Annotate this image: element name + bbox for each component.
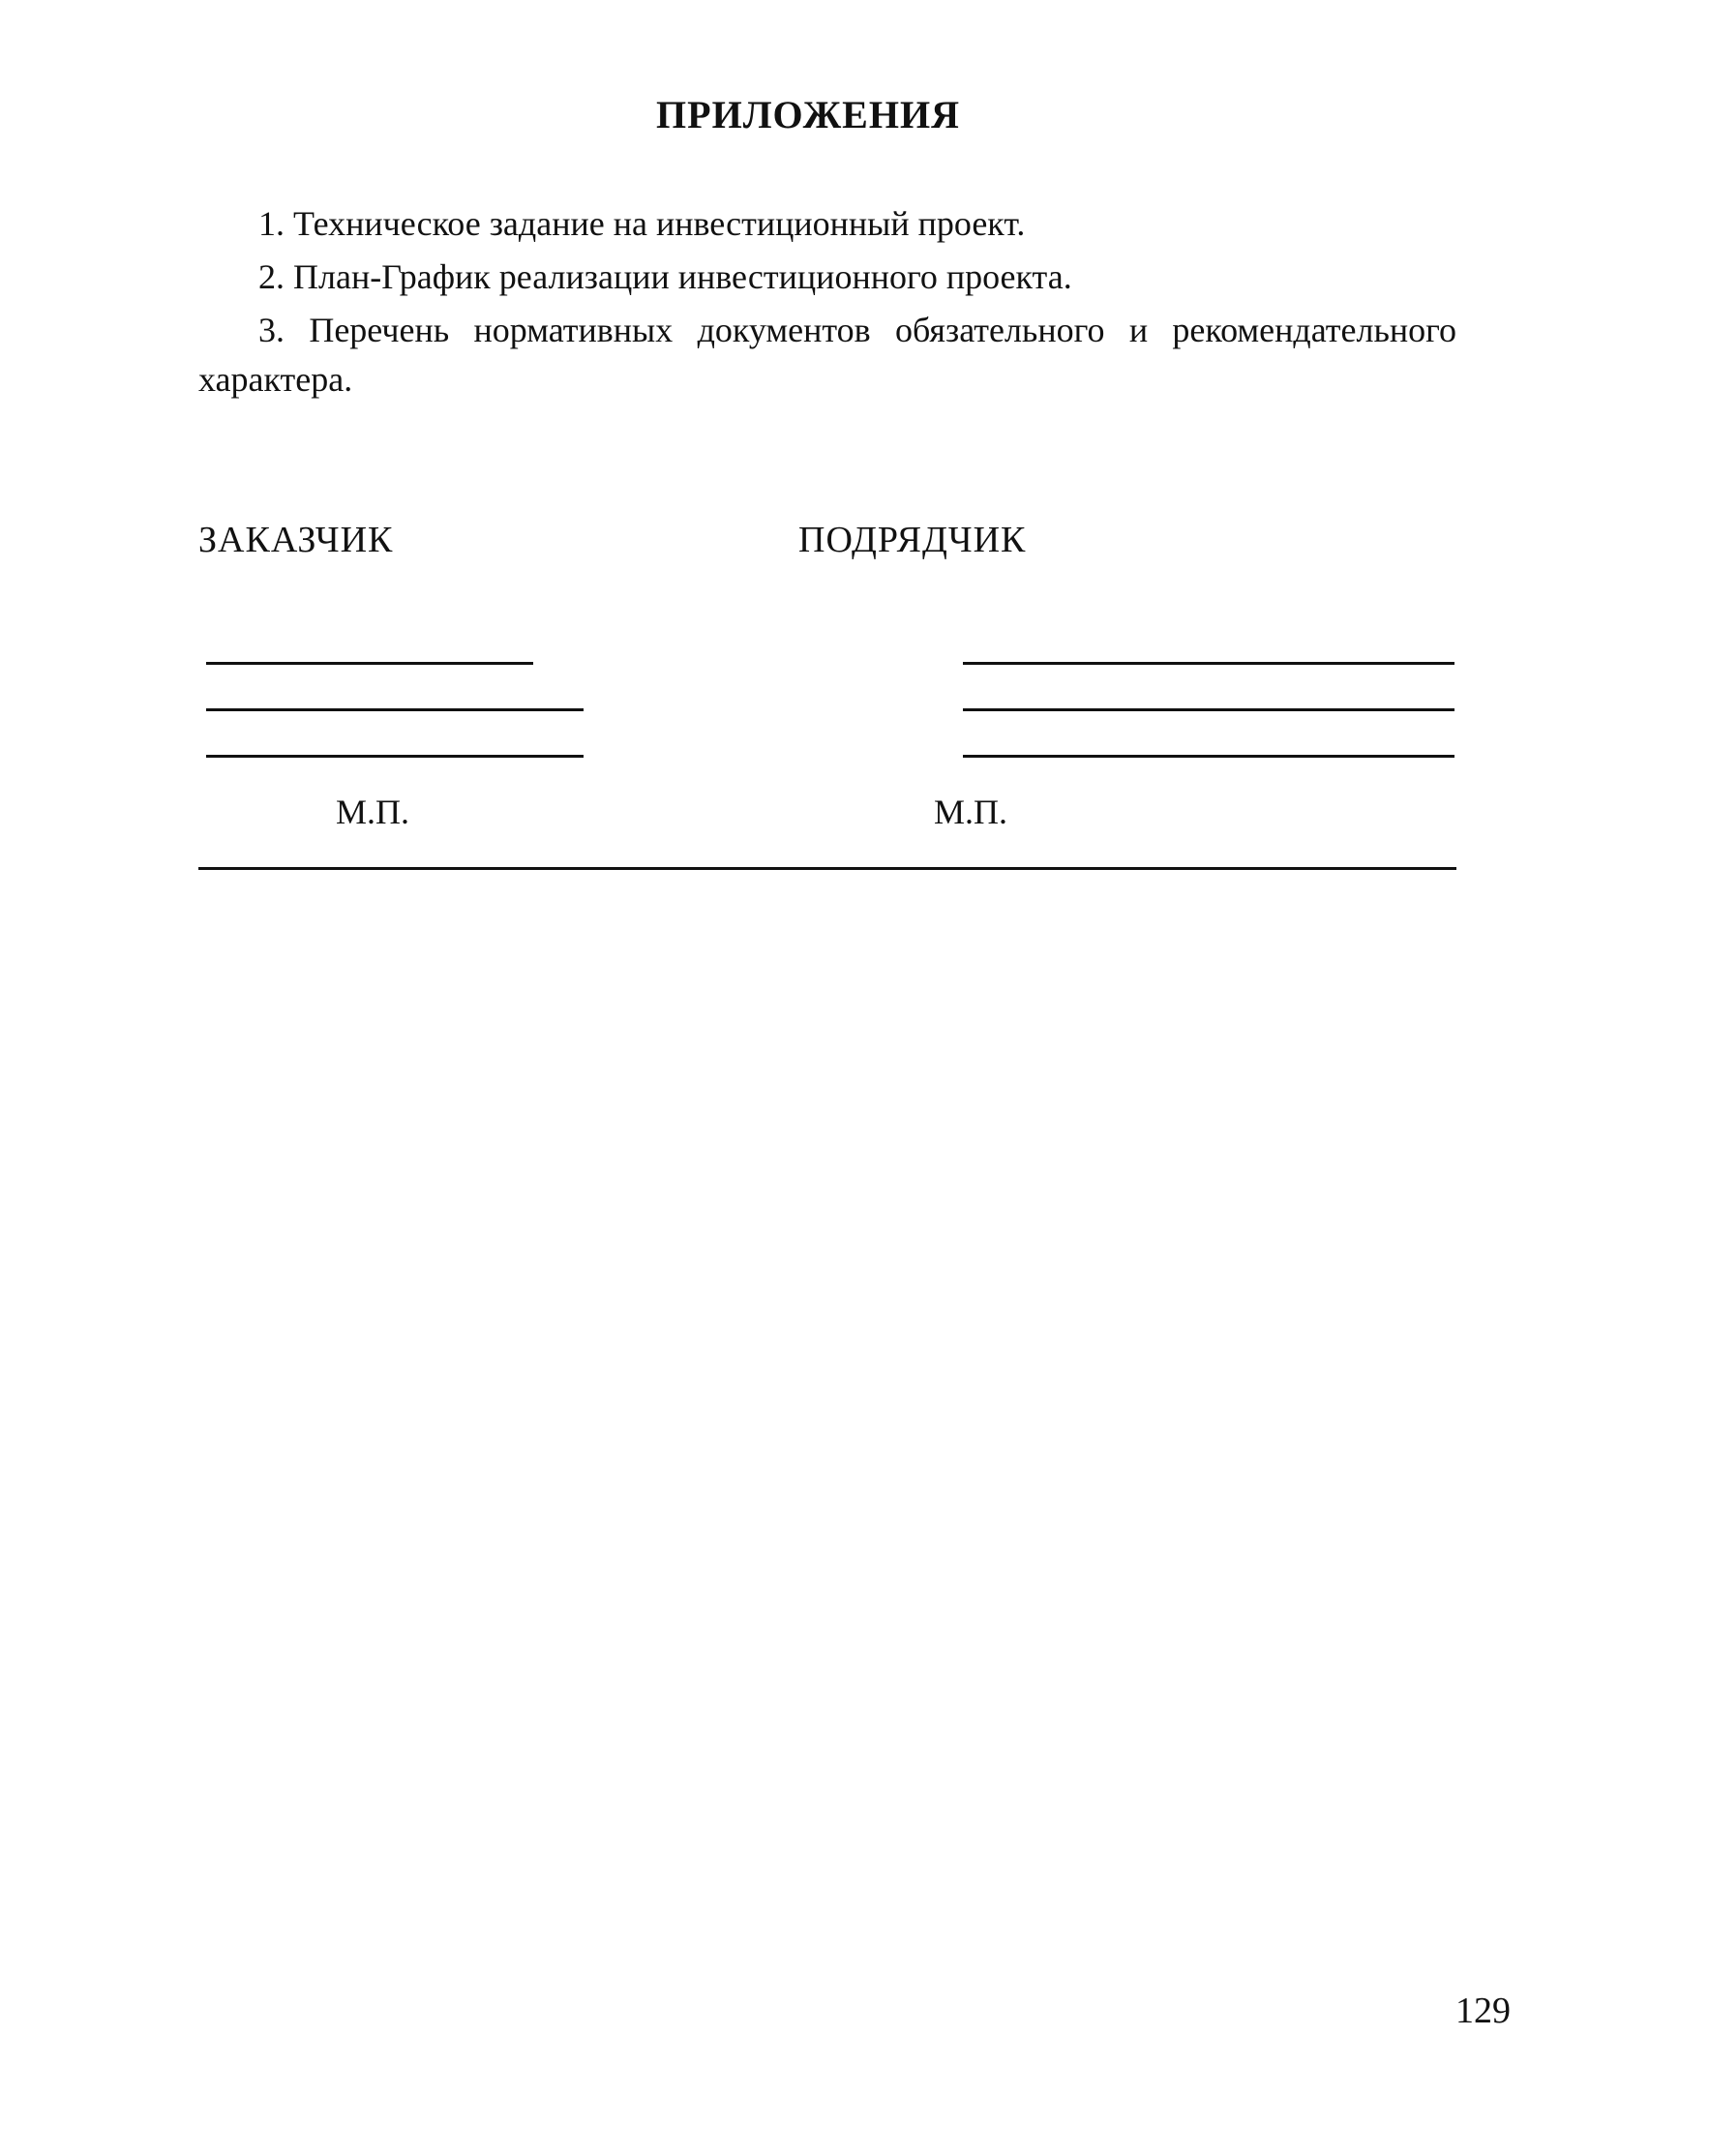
stamp-mark-contractor: М.П. — [934, 792, 1008, 831]
signature-line-customer-3 — [206, 755, 584, 758]
appendix-list — [198, 199, 1456, 455]
signature-line-contractor-1 — [963, 662, 1454, 665]
page-title: ПРИЛОЖЕНИЯ — [656, 93, 960, 136]
signature-heading-contractor: ПОДРЯДЧИК — [798, 519, 1027, 560]
stamp-mark-customer: М.П. — [336, 792, 410, 831]
signature-section — [198, 519, 1456, 838]
signature-line-contractor-2 — [963, 708, 1454, 711]
signature-line-contractor-3 — [963, 755, 1454, 758]
list-item: 1. Техническое задание на инвестиционный проект. — [258, 204, 1026, 243]
list-item: 3. Перечень нормативных документов обязательного и рекомендательного характера. — [198, 311, 1456, 400]
section-divider — [198, 867, 1456, 870]
signature-line-customer-1 — [206, 662, 533, 665]
page-number: 129 — [1455, 1991, 1511, 2031]
signature-heading-customer: ЗАКАЗЧИК — [198, 519, 394, 560]
list-item: 2. План-График реализации инвестиционного проекта. — [258, 257, 1072, 297]
document-body — [198, 92, 1456, 838]
signature-line-customer-2 — [206, 708, 584, 711]
